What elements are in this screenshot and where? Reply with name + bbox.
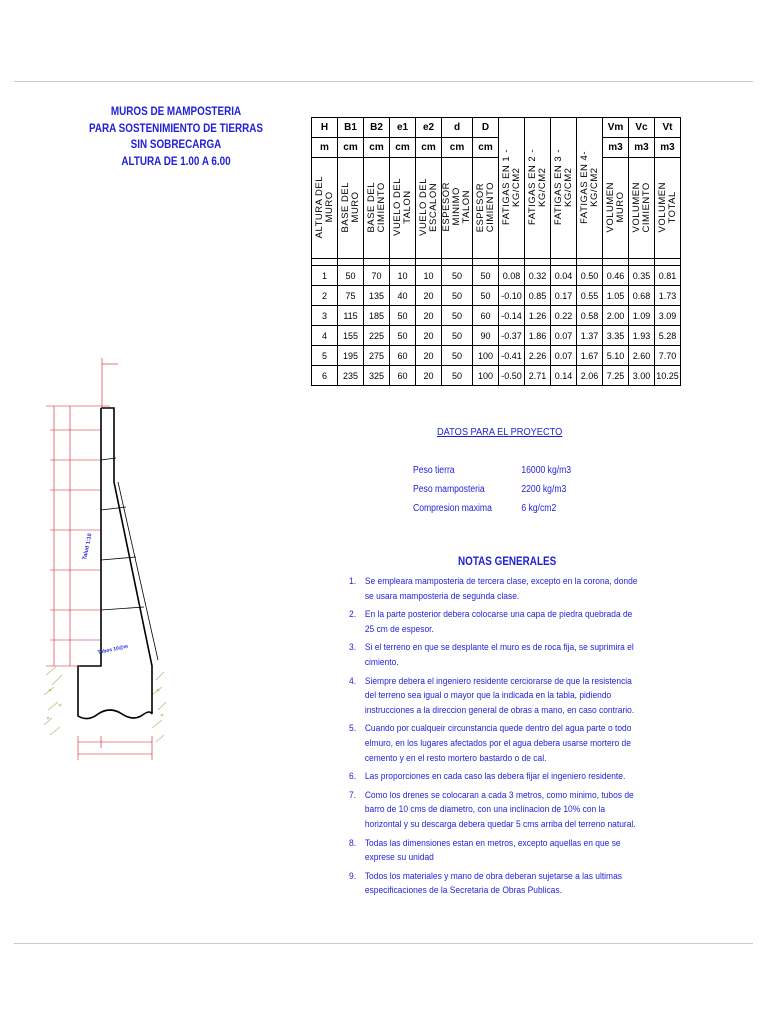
table-cell: 0.17 xyxy=(551,286,577,306)
table-row xyxy=(312,286,681,306)
table-cell: 0.46 xyxy=(603,266,629,286)
description-cell xyxy=(416,158,442,259)
table-cell: 3.09 xyxy=(655,306,681,326)
description-label: VOLUMEN TOTAL xyxy=(656,181,678,233)
table-cell: 0.04 xyxy=(551,266,577,286)
table-cell: 70 xyxy=(364,266,390,286)
table-cell: 50 xyxy=(442,366,473,386)
nota-number: 5. xyxy=(349,723,357,735)
nota-item xyxy=(349,608,639,637)
spacer-cell xyxy=(390,259,416,266)
table-cell: 185 xyxy=(364,306,390,326)
nota-text: Todas las dimensiones estan en metros, excepto aquellas en que se exprese su unidad xyxy=(364,837,621,864)
nota-text: Las proporciones en cada caso las debera fijar el ingeniero residente. xyxy=(364,771,626,783)
datos-label: Peso mamposteria xyxy=(413,484,485,495)
table-cell: -0.50 xyxy=(499,366,525,386)
nota-number: 8. xyxy=(349,837,357,849)
nota-item xyxy=(349,789,639,833)
symbol-cell: H xyxy=(312,118,338,138)
spacer-cell xyxy=(577,259,603,266)
unit-cell: m3 xyxy=(603,138,629,158)
wall-outline xyxy=(78,408,152,719)
table-cell: 0.32 xyxy=(525,266,551,286)
table-cell: 1.73 xyxy=(655,286,681,306)
datos-row xyxy=(413,480,571,499)
symbol-cell: Vm xyxy=(603,118,629,138)
description-label: ALTURA DEL MURO xyxy=(313,175,335,239)
description-cell xyxy=(364,158,390,259)
nota-item xyxy=(349,770,639,785)
table-cell: 1.26 xyxy=(525,306,551,326)
symbol-cell: d xyxy=(442,118,473,138)
nota-item xyxy=(349,837,639,866)
datos-row xyxy=(413,461,571,480)
table-cell: 60 xyxy=(390,346,416,366)
table-cell: 4 xyxy=(312,326,338,346)
table-cell: 2.06 xyxy=(577,366,603,386)
description-cell xyxy=(338,158,364,259)
nota-item xyxy=(349,722,639,766)
description-cell xyxy=(442,158,473,259)
description-label: BASE DEL CIMIENTO xyxy=(365,181,387,233)
description-label: VOLUMEN CIMIENTO xyxy=(630,181,652,233)
table-cell: 0.07 xyxy=(551,326,577,346)
nota-number: 2. xyxy=(349,609,357,621)
unit-cell: m xyxy=(312,138,338,158)
nota-number: 3. xyxy=(349,642,357,654)
datos-label: Compresion maxima xyxy=(413,503,492,514)
datos-list xyxy=(413,461,571,518)
spacer-cell xyxy=(629,259,655,266)
table-cell: 100 xyxy=(473,346,499,366)
symbol-cell: B2 xyxy=(364,118,390,138)
spacer-cell xyxy=(312,259,338,266)
table-cell: -0.14 xyxy=(499,306,525,326)
table-cell: 20 xyxy=(416,286,442,306)
table-cell: 2.60 xyxy=(629,346,655,366)
title-line-1: MUROS DE MAMPOSTERIA xyxy=(110,106,242,118)
fatigas-label: FATIGAS EN 4- KG/CM2 xyxy=(578,150,600,224)
slope-label: Talud 1:10 xyxy=(82,532,94,561)
table-cell: 75 xyxy=(338,286,364,306)
table-cell: 275 xyxy=(364,346,390,366)
table-cell: 115 xyxy=(338,306,364,326)
table-cell: 5.28 xyxy=(655,326,681,346)
datos-value: 2200 kg/m3 xyxy=(521,484,567,495)
table-cell: -0.10 xyxy=(499,286,525,306)
table-cell: 50 xyxy=(473,266,499,286)
unit-cell: cm xyxy=(390,138,416,158)
table-cell: 1.93 xyxy=(629,326,655,346)
nota-text: Se empleara mamposteria de tercera clase, excepto en la corona, donde se usara mamposteria de segunda clase. xyxy=(364,576,638,602)
table-cell: -0.37 xyxy=(499,326,525,346)
spacer-cell xyxy=(655,259,681,266)
datos-title: DATOS PARA EL PROYECTO xyxy=(437,426,563,438)
spacer-cell xyxy=(364,259,390,266)
nota-number: 4. xyxy=(349,675,357,687)
nota-item xyxy=(349,870,639,899)
datos-value: 6 kg/cm2 xyxy=(521,503,557,514)
datos-row xyxy=(413,499,571,518)
table-cell: -0.41 xyxy=(499,346,525,366)
fatigas-header-2 xyxy=(525,118,551,259)
description-label: BASE DEL MURO xyxy=(339,181,361,233)
title-line-4: ALTURA DE 1.00 A 6.00 xyxy=(121,155,231,168)
table-cell: 0.35 xyxy=(629,266,655,286)
table-cell: 6 xyxy=(312,366,338,386)
datos-label: Peso tierra xyxy=(413,465,455,476)
table-row xyxy=(312,266,681,286)
table-cell: 50 xyxy=(390,306,416,326)
table-cell: 0.68 xyxy=(629,286,655,306)
nota-number: 9. xyxy=(349,870,357,882)
table-cell: 1.37 xyxy=(577,326,603,346)
nota-number: 6. xyxy=(349,771,357,783)
symbol-cell: Vc xyxy=(629,118,655,138)
symbol-cell: B1 xyxy=(338,118,364,138)
nota-item xyxy=(349,575,639,604)
table-cell: 2.26 xyxy=(525,346,551,366)
table-cell: 0.22 xyxy=(551,306,577,326)
table-cell: 195 xyxy=(338,346,364,366)
table-cell: 20 xyxy=(416,346,442,366)
unit-cell: cm xyxy=(364,138,390,158)
table-cell: 50 xyxy=(442,306,473,326)
backfill-layer xyxy=(118,482,158,660)
spacer-cell xyxy=(499,259,525,266)
table-cell: 3 xyxy=(312,306,338,326)
symbol-cell: D xyxy=(473,118,499,138)
drain-pipes xyxy=(101,458,144,610)
nota-text: Cuando por cualqueir circunstancia quede dentro del agua parte o todo elmuro, en los lugares afectados por el agua debera usarse mortero de cemento y en el resto mortero bastardo o de cal. xyxy=(364,723,632,764)
fatigas-label: FATIGAS EN 2 - KG/CM2 xyxy=(526,149,548,225)
table-cell: 0.55 xyxy=(577,286,603,306)
unit-cell: cm xyxy=(442,138,473,158)
table-cell: 5 xyxy=(312,346,338,366)
spacer-cell xyxy=(551,259,577,266)
unit-cell: m3 xyxy=(655,138,681,158)
description-cell xyxy=(312,158,338,259)
table-cell: 3.35 xyxy=(603,326,629,346)
table-cell: 50 xyxy=(442,286,473,306)
table-cell: 325 xyxy=(364,366,390,386)
table-cell: 10.25 xyxy=(655,366,681,386)
symbol-cell: Vt xyxy=(655,118,681,138)
wall-section-drawing xyxy=(40,350,170,770)
unit-cell: m3 xyxy=(629,138,655,158)
table-cell: 2.71 xyxy=(525,366,551,386)
notas-title: NOTAS GENERALES xyxy=(458,556,557,568)
nota-text: Siempre debera el ingeniero residente cerciorarse de que la resistencia del terreno sea igual o mayor que la indicada en la tabla, pidiendo instrucciones a la direccion general de obras a mano, en caso contrario. xyxy=(364,675,635,716)
spacer-cell xyxy=(442,259,473,266)
table-cell: 0.85 xyxy=(525,286,551,306)
fatigas-header-3 xyxy=(551,118,577,259)
spacer-cell xyxy=(416,259,442,266)
nota-number: 1. xyxy=(349,576,357,587)
table-cell: 60 xyxy=(473,306,499,326)
table-cell: 100 xyxy=(473,366,499,386)
table-cell: 155 xyxy=(338,326,364,346)
spacer-cell xyxy=(525,259,551,266)
table-cell: 225 xyxy=(364,326,390,346)
table-cell: 50 xyxy=(338,266,364,286)
dimension-lines xyxy=(46,358,152,760)
table-cell: 1 xyxy=(312,266,338,286)
nota-text: Si el terreno en que se desplante el muro es de roca fija, se suprimira el cimiento. xyxy=(364,642,634,668)
table-cell: 20 xyxy=(416,306,442,326)
table-cell: 135 xyxy=(364,286,390,306)
table-cell: 7.70 xyxy=(655,346,681,366)
table-cell: 50 xyxy=(390,326,416,346)
dimensions-table xyxy=(311,117,681,386)
symbol-cell: e2 xyxy=(416,118,442,138)
spacer-cell xyxy=(338,259,364,266)
table-cell: 5.10 xyxy=(603,346,629,366)
table-cell: 2.00 xyxy=(603,306,629,326)
table-cell: 0.81 xyxy=(655,266,681,286)
nota-item xyxy=(349,675,639,719)
fatigas-header-4 xyxy=(577,118,603,259)
nota-item xyxy=(349,641,639,670)
nota-number: 7. xyxy=(349,789,357,801)
unit-cell: cm xyxy=(338,138,364,158)
datos-value: 16000 kg/m3 xyxy=(521,465,572,476)
table-row xyxy=(312,306,681,326)
unit-cell: cm xyxy=(416,138,442,158)
drain-label: Tubos 10@m xyxy=(97,643,129,656)
title-line-2: PARA SOSTENIMIENTO DE TIERRAS xyxy=(88,122,264,135)
symbol-cell: e1 xyxy=(390,118,416,138)
fatigas-label: FATIGAS EN 1 - KG/CM2 xyxy=(500,149,522,225)
table-cell: 7.25 xyxy=(603,366,629,386)
table-row xyxy=(312,326,681,346)
soil-hatch xyxy=(44,667,166,742)
table-cell: 0.58 xyxy=(577,306,603,326)
description-label: VUELO DEL ESCALON xyxy=(417,178,439,236)
nota-text: En la parte posterior debera colocarse una capa de piedra quebrada de 25 cm de espesor. xyxy=(364,609,633,635)
table-row xyxy=(312,366,681,386)
fatigas-label: FATIGAS EN 3 - KG/CM2 xyxy=(552,149,574,225)
nota-text: Como los drenes se colocaran a cada 3 metros, como minimo, tubos de barro de 10 cms de diametro, con una inclinacion de 10% con la horizontal y su descarga debera quedar 5 cms arriba del terreno natural. xyxy=(364,789,636,830)
table-cell: 0.50 xyxy=(577,266,603,286)
spacer-cell xyxy=(603,259,629,266)
table-cell: 3.00 xyxy=(629,366,655,386)
description-label: ESPESOR CIMIENTO xyxy=(474,181,496,233)
table-cell: 60 xyxy=(390,366,416,386)
table-cell: 2 xyxy=(312,286,338,306)
nota-text: Todos los materiales y mano de obra deberan sujetarse a las ultimas especificaciones de la Secretaria de Obras Publicas. xyxy=(364,870,623,897)
table-cell: 20 xyxy=(416,366,442,386)
table-cell: 90 xyxy=(473,326,499,346)
table-cell: 50 xyxy=(442,326,473,346)
table-cell: 50 xyxy=(473,286,499,306)
description-label: ESPESOR MINIMO TALON xyxy=(441,182,472,232)
table-cell: 1.67 xyxy=(577,346,603,366)
description-label: VUELO DEL TALON xyxy=(391,178,413,236)
table-cell: 10 xyxy=(416,266,442,286)
table-cell: 20 xyxy=(416,326,442,346)
fatigas-header-1 xyxy=(499,118,525,259)
table-cell: 1.09 xyxy=(629,306,655,326)
notas-list xyxy=(349,575,639,903)
description-cell xyxy=(390,158,416,259)
table-cell: 235 xyxy=(338,366,364,386)
table-cell: 40 xyxy=(390,286,416,306)
description-label: VOLUMEN MURO xyxy=(604,181,626,233)
table-cell: 0.14 xyxy=(551,366,577,386)
table-cell: 50 xyxy=(442,266,473,286)
document-title xyxy=(76,104,276,170)
table-cell: 10 xyxy=(390,266,416,286)
title-line-3: SIN SOBRECARGA xyxy=(130,139,222,151)
table-row xyxy=(312,346,681,366)
table-cell: 0.07 xyxy=(551,346,577,366)
description-cell xyxy=(473,158,499,259)
table-cell: 50 xyxy=(442,346,473,366)
spacer-cell xyxy=(473,259,499,266)
description-cell xyxy=(629,158,655,259)
table-cell: 0.08 xyxy=(499,266,525,286)
table-cell: 1.05 xyxy=(603,286,629,306)
description-cell xyxy=(655,158,681,259)
unit-cell: cm xyxy=(473,138,499,158)
description-cell xyxy=(603,158,629,259)
table-cell: 1.86 xyxy=(525,326,551,346)
